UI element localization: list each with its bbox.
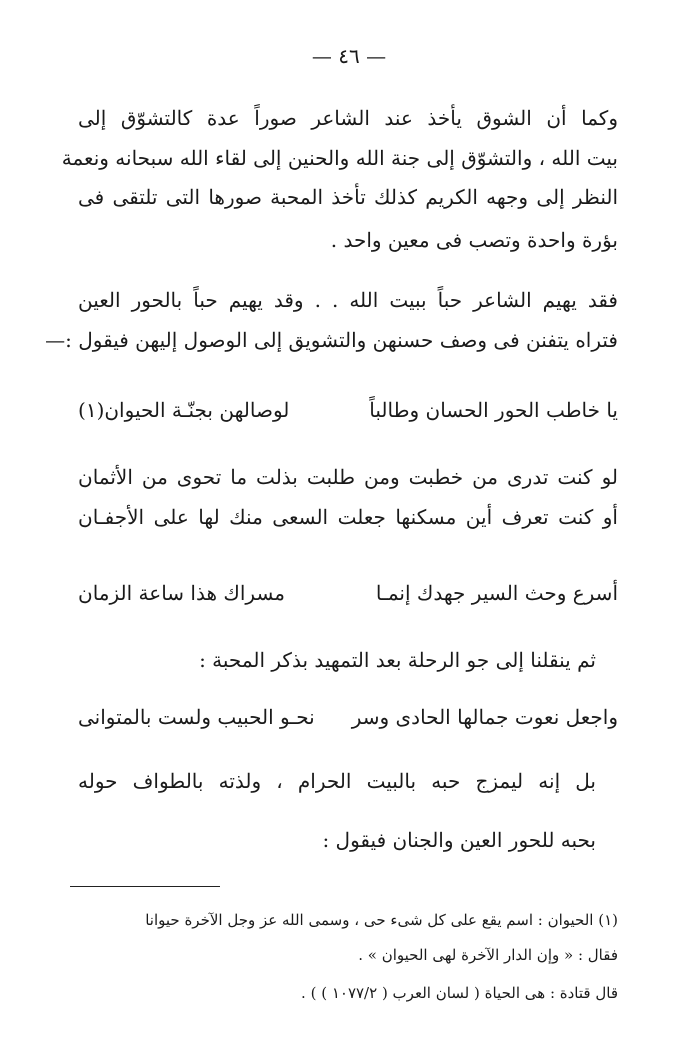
page-number: — ٤٦ — [311, 44, 387, 68]
verse-4-second-hemistich: نحـو الحبيب ولست بالمتوانى [78, 705, 315, 729]
footnote-line-2: فقال : « وإن الدار الآخرة لهى الحيوان » . [358, 946, 618, 964]
verse-3 [78, 579, 618, 607]
paragraph-2-line-1: فقد يهيم الشاعر حباً ببيت الله . . وقد يهيم حباً بالحور العين [78, 288, 618, 312]
verse-2-line-1: لو كنت تدرى من خطبت ومن طلبت بذلت ما تحوى من الأثمان [78, 465, 618, 489]
footnote-line-3: قال قتادة : هى الحياة ( لسان العرب ( ١٠٧٧/٢ ) ) . [301, 984, 618, 1002]
verse-4-first-hemistich: واجعل نعوت جمالها الحادى وسر [351, 705, 618, 729]
verse-3-second-hemistich: مسراك هذا ساعة الزمان [78, 581, 285, 605]
verse-1-first-hemistich: يا خاطب الحور الحسان وطالباً [369, 398, 618, 422]
footnote-separator [70, 886, 220, 887]
verse-1-second-hemistich: لوصالهن بجنّـة الحيوان(١) [78, 398, 290, 422]
paragraph-4-line-2: بحبه للحور العين والجنان فيقول : [322, 828, 596, 852]
verse-3-first-hemistich: أسرع وحث السير جهدك إنمـا [375, 581, 618, 605]
paragraph-1-line-1: وكما أن الشوق يأخذ عند الشاعر صوراً عدة كالتشوّق إلى [78, 106, 618, 130]
paragraph-1-line-4: بؤرة واحدة وتصب فى معين واحد . [330, 228, 618, 252]
paragraph-1-line-3: النظر إلى وجهه الكريم كذلك تأخذ المحبة صورها التى تلتقى فى [78, 185, 618, 209]
verse-4 [78, 703, 618, 731]
paragraph-3: ثم ينقلنا إلى جو الرحلة بعد التمهيد بذكر المحبة : [199, 648, 596, 672]
paragraph-1-line-2: بيت الله ، والتشوّق إلى جنة الله والحنين إلى لقاء الله سبحانه ونعمة [61, 146, 618, 170]
footnote-line-1: (١) الحيوان : اسم يقع على كل شىء حى ، وسمى الله عز وجل الآخرة حيوانا [145, 911, 618, 929]
paragraph-4-line-1: بل إنه ليمزج حبه بالبيت الحرام ، ولذته بالطواف حوله [78, 769, 596, 793]
verse-1 [78, 396, 618, 424]
verse-2-line-2: أو كنت تعرف أين مسكنها جعلت السعى منك لها على الأجفـان [78, 505, 618, 529]
paragraph-2-line-2: فتراه يتفنن فى وصف حسنهن والتشويق إلى الوصول إليهن فيقول :— [45, 328, 618, 352]
